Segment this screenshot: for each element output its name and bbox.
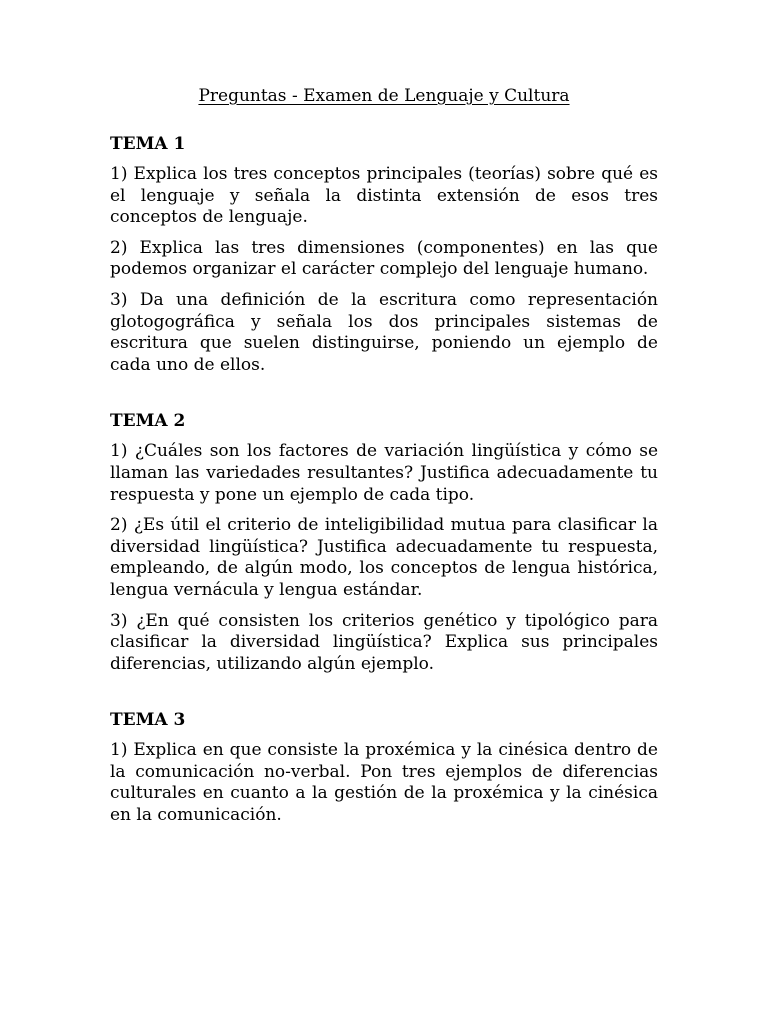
- question-item: 2) Explica las tres dimensiones (componentes) en las que podemos organizar el carácter complejo del lenguaje humano.: [110, 237, 658, 280]
- question-item: 1) ¿Cuáles son los factores de variación lingüística y cómo se llaman las variedades resultantes? Justifica adecuadamente tu respuesta y pone un ejemplo de cada tipo.: [110, 441, 658, 505]
- question-item: 2) ¿Es útil el criterio de inteligibilidad mutua para clasificar la diversidad lingüística? Justifica adecuadamente tu respuesta, empleando, de algún modo, los conceptos de lengua histórica, lengua vernácula y lengua estándar.: [110, 515, 658, 600]
- question-item: 1) Explica en que consiste la proxémica y la cinésica dentro de la comunicación no-verbal. Pon tres ejemplos de diferencias culturales en cuanto a la gestión de la proxémica y la cinésica en la comunicación.: [110, 740, 658, 826]
- section-heading: TEMA 3: [110, 710, 186, 731]
- section-tema-2: [110, 410, 658, 675]
- section-heading: TEMA 1: [110, 134, 186, 154]
- document-page: [110, 86, 658, 861]
- section-tema-1: [110, 133, 658, 376]
- section-heading: TEMA 2: [110, 411, 186, 432]
- question-item: 3) ¿En qué consisten los criterios genético y tipológico para clasificar la diversidad lingüística? Explica sus principales diferencias, utilizando algún ejemplo.: [110, 610, 658, 674]
- question-item: 3) Da una definición de la escritura como representación glotogográfica y señala los dos principales sistemas de escritura que suelen distinguirse, poniendo un ejemplo de cada uno de ellos.: [110, 289, 658, 375]
- document-title: Preguntas - Examen de Lenguaje y Cultura: [198, 86, 570, 106]
- question-item: 1) Explica los tres conceptos principales (teorías) sobre qué es el lenguaje y señala la distinta extensión de esos tres conceptos de lenguaje.: [110, 164, 658, 228]
- section-tema-3: [110, 709, 658, 826]
